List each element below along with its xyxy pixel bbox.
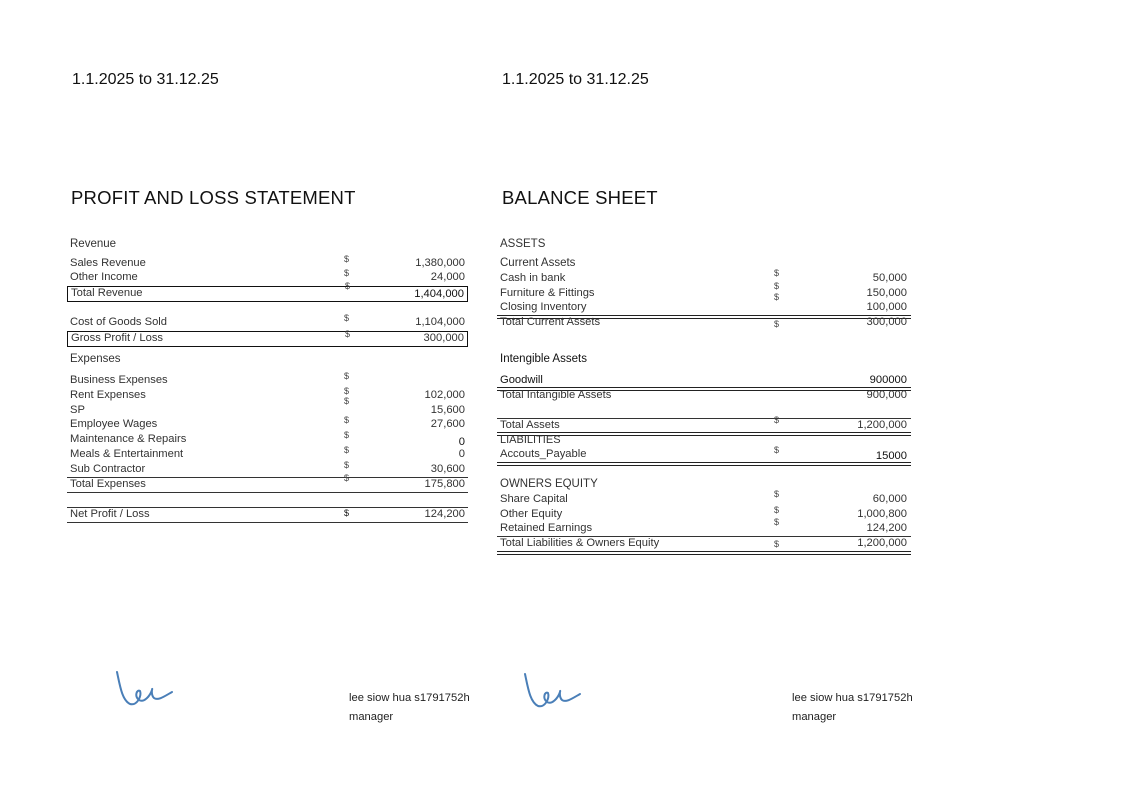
row-value: 60,000 — [872, 493, 907, 505]
pl-net-rule-bottom — [67, 522, 468, 523]
bs-assets-header: ASSETS — [500, 238, 546, 250]
currency-symbol: $ — [774, 489, 780, 499]
row-value: 300,000 — [866, 316, 907, 328]
currency-symbol: $ — [344, 396, 350, 406]
row-label: Rent Expenses — [70, 389, 146, 401]
row-label: Cost of Goods Sold — [70, 316, 168, 328]
row-value: 150,000 — [866, 287, 907, 299]
pl-title: PROFIT AND LOSS STATEMENT — [71, 187, 356, 208]
bs-row-other-equity — [497, 505, 911, 522]
pl-row-total-revenue — [67, 281, 468, 302]
row-value: 15000 — [875, 450, 907, 462]
row-value: 102,000 — [424, 389, 465, 401]
currency-symbol: $ — [774, 517, 780, 527]
pl-revenue-header: Revenue — [70, 238, 117, 250]
row-value: 900000 — [869, 374, 907, 386]
bs-row-cash — [497, 268, 911, 286]
signature-left — [112, 666, 178, 710]
row-label: Closing Inventory — [500, 301, 587, 313]
row-value: 300,000 — [423, 332, 464, 344]
row-label: Business Expenses — [70, 374, 168, 386]
row-label: Meals & Entertainment — [70, 448, 184, 460]
period-left: 1.1.2025 to 31.12.25 — [72, 71, 219, 88]
row-value: 100,000 — [866, 301, 907, 313]
currency-symbol: $ — [774, 415, 780, 425]
pl-row-employee-wages — [67, 415, 468, 432]
row-label: Employee Wages — [70, 418, 158, 430]
row-label: SP — [70, 404, 85, 416]
pl-row-gross-profit — [67, 331, 468, 347]
currency-symbol: $ — [345, 281, 351, 291]
row-value: 900,000 — [866, 389, 907, 401]
row-value: 1,200,000 — [857, 419, 907, 431]
pl-row-sales-revenue — [67, 254, 468, 271]
bs-row-share-capital — [497, 489, 911, 507]
row-label: Total Intangible Assets — [500, 389, 612, 401]
row-value: 1,200,000 — [857, 537, 907, 549]
currency-symbol: $ — [344, 508, 350, 518]
pl-row-maintenance — [67, 430, 468, 448]
bs-liabilities-header: LIABILITIES — [500, 434, 561, 446]
bs-row-accounts-payable — [497, 445, 911, 462]
row-label: Retained Earnings — [500, 522, 593, 534]
bs-accounts-payable-rule — [497, 462, 911, 466]
currency-symbol: $ — [344, 268, 350, 278]
row-value: 27,600 — [430, 418, 465, 430]
row-value: 124,200 — [866, 522, 907, 534]
currency-symbol: $ — [344, 386, 350, 396]
bs-row-goodwill — [497, 374, 911, 388]
bs-row-total-current — [497, 316, 911, 330]
row-value: 1,104,000 — [415, 316, 465, 328]
pl-row-cogs — [67, 313, 468, 330]
row-label: Total Expenses — [70, 478, 146, 490]
currency-symbol: $ — [774, 268, 780, 278]
row-value: 1,000,800 — [857, 508, 907, 520]
row-value: 50,000 — [872, 272, 907, 284]
bs-row-retained-earnings — [497, 517, 911, 536]
row-label: Total Assets — [500, 419, 560, 431]
currency-symbol: $ — [774, 539, 780, 549]
row-label: Sales Revenue — [70, 257, 146, 269]
signer-name-right: lee siow hua s1791752h — [792, 692, 913, 704]
row-label: Furniture & Fittings — [500, 287, 595, 299]
signer-role-left: manager — [349, 711, 394, 723]
currency-symbol: $ — [345, 329, 351, 339]
pl-row-sub-contractor — [67, 460, 468, 477]
row-value: 175,800 — [424, 478, 465, 490]
row-value: 0 — [458, 436, 465, 448]
row-label: Other Equity — [500, 508, 563, 520]
row-label: Accouts_Payable — [500, 448, 587, 460]
bs-title: BALANCE SHEET — [502, 187, 658, 208]
row-label: Sub Contractor — [70, 463, 146, 475]
period-right: 1.1.2025 to 31.12.25 — [502, 71, 649, 88]
row-value: 1,404,000 — [414, 288, 464, 300]
bs-row-total-intangible — [497, 389, 911, 403]
currency-symbol: $ — [344, 473, 350, 483]
row-value: 30,600 — [430, 463, 465, 475]
bs-intangible-header: Intengible Assets — [500, 353, 587, 365]
pl-row-sp — [67, 396, 468, 418]
pl-expenses-header: Expenses — [70, 353, 121, 365]
bs-current-assets-header: Current Assets — [500, 257, 576, 269]
row-value: 1,380,000 — [415, 257, 465, 269]
currency-symbol: $ — [344, 371, 350, 381]
pl-row-total-expenses — [67, 473, 468, 492]
currency-symbol: $ — [774, 281, 780, 291]
row-label: Maintenance & Repairs — [70, 433, 187, 445]
row-label: Gross Profit / Loss — [71, 332, 164, 344]
pl-row-other-income — [67, 268, 468, 285]
row-label: Total Liabilities & Owners Equity — [500, 537, 660, 549]
row-label: Share Capital — [500, 493, 568, 505]
currency-symbol: $ — [344, 254, 350, 264]
currency-symbol: $ — [344, 460, 350, 470]
pl-total-expenses-rule — [67, 492, 468, 493]
currency-symbol: $ — [344, 415, 350, 425]
row-value: 24,000 — [430, 271, 465, 283]
currency-symbol: $ — [344, 430, 350, 440]
currency-symbol: $ — [774, 445, 780, 455]
bs-owners-equity-header: OWNERS EQUITY — [500, 478, 598, 490]
row-label: Total Revenue — [71, 287, 143, 299]
currency-symbol: $ — [774, 505, 780, 515]
signer-name-left: lee siow hua s1791752h — [349, 692, 470, 704]
pl-row-business-expenses — [67, 371, 468, 388]
row-label: Goodwill — [500, 374, 543, 386]
row-label: Cash in bank — [500, 272, 566, 284]
bs-row-total-liab-equity — [497, 537, 911, 551]
row-value: 0 — [458, 448, 465, 460]
bs-row-furniture — [497, 281, 911, 301]
signer-role-right: manager — [792, 711, 837, 723]
signature-right — [520, 668, 586, 712]
pl-row-meals — [67, 445, 468, 462]
currency-symbol: $ — [344, 313, 350, 323]
row-label: Total Current Assets — [500, 316, 601, 328]
pl-row-net-profit — [67, 508, 468, 522]
row-label: Other Income — [70, 271, 138, 283]
currency-symbol: $ — [774, 292, 780, 302]
row-value: 15,600 — [430, 404, 465, 416]
currency-symbol: $ — [344, 445, 350, 455]
currency-symbol: $ — [774, 319, 780, 329]
row-value: 124,200 — [424, 508, 465, 520]
pl-row-rent-expenses — [67, 386, 468, 403]
bs-total-liab-equity-rule — [497, 551, 911, 555]
bs-row-total-assets — [497, 415, 911, 433]
row-label: Net Profit / Loss — [70, 508, 150, 520]
